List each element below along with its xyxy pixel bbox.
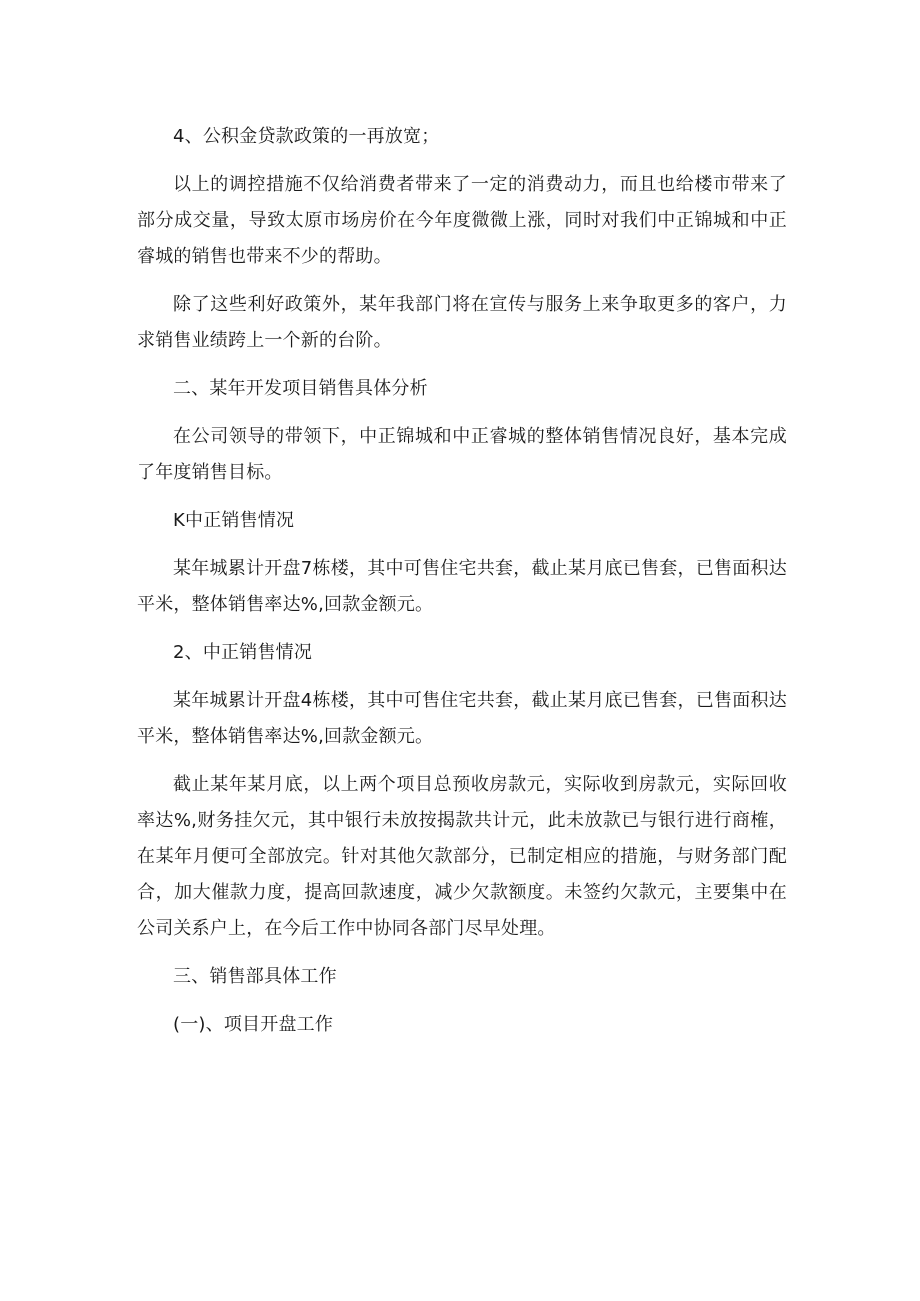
subheading-opening-work: (一)、项目开盘工作 <box>173 1014 334 1035</box>
paragraph-project-2-sales: 某年城累计开盘4栋楼，其中可售住宅共套，截止某月底已售套，已售面积达平米，整体销售率达%,回款金额元。 <box>137 690 787 747</box>
paragraph-project-1-sales: 某年城累计开盘7栋楼，其中可售住宅共套，截止某月底已售套，已售面积达平米，整体销售率达%,回款金额元。 <box>137 558 787 615</box>
section-heading-3: 三、销售部具体工作 <box>173 966 337 987</box>
document-body <box>137 119 787 1043</box>
paragraph-department-plan: 除了这些利好政策外，某年我部门将在宣传与服务上来争取更多的客户，力求销售业绩跨上一个新的台阶。 <box>137 294 787 351</box>
paragraph-sales-overview: 在公司领导的带领下，中正锦城和中正睿城的整体销售情况良好，基本完成了年度销售目标。 <box>137 426 787 483</box>
list-item-policy-4: 4、公积金贷款政策的一再放宽； <box>173 126 440 147</box>
paragraph-payment-summary: 截止某年某月底，以上两个项目总预收房款元，实际收到房款元，实际回收率达%,财务挂欠元，其中银行未放按揭款共计元，此未放款已与银行进行商榷，在某年月便可全部放完。针对其他欠款部分，已制定相应的措施，与财务部门配合，加大催款力度，提高回款速度，减少欠款额度。未签约欠款元，主要集中在公司关系户上，在今后工作中协同各部门尽早处理。 <box>137 774 787 939</box>
subheading-2: 2、中正销售情况 <box>173 642 313 663</box>
section-heading-2: 二、某年开发项目销售具体分析 <box>173 378 428 399</box>
paragraph-policy-effect: 以上的调控措施不仅给消费者带来了一定的消费动力，而且也给楼市带来了部分成交量，导致太原市场房价在今年度微微上涨，同时对我们中正锦城和中正睿城的销售也带来不少的帮助。 <box>137 174 787 267</box>
subheading-1: K中正销售情况 <box>173 510 295 531</box>
